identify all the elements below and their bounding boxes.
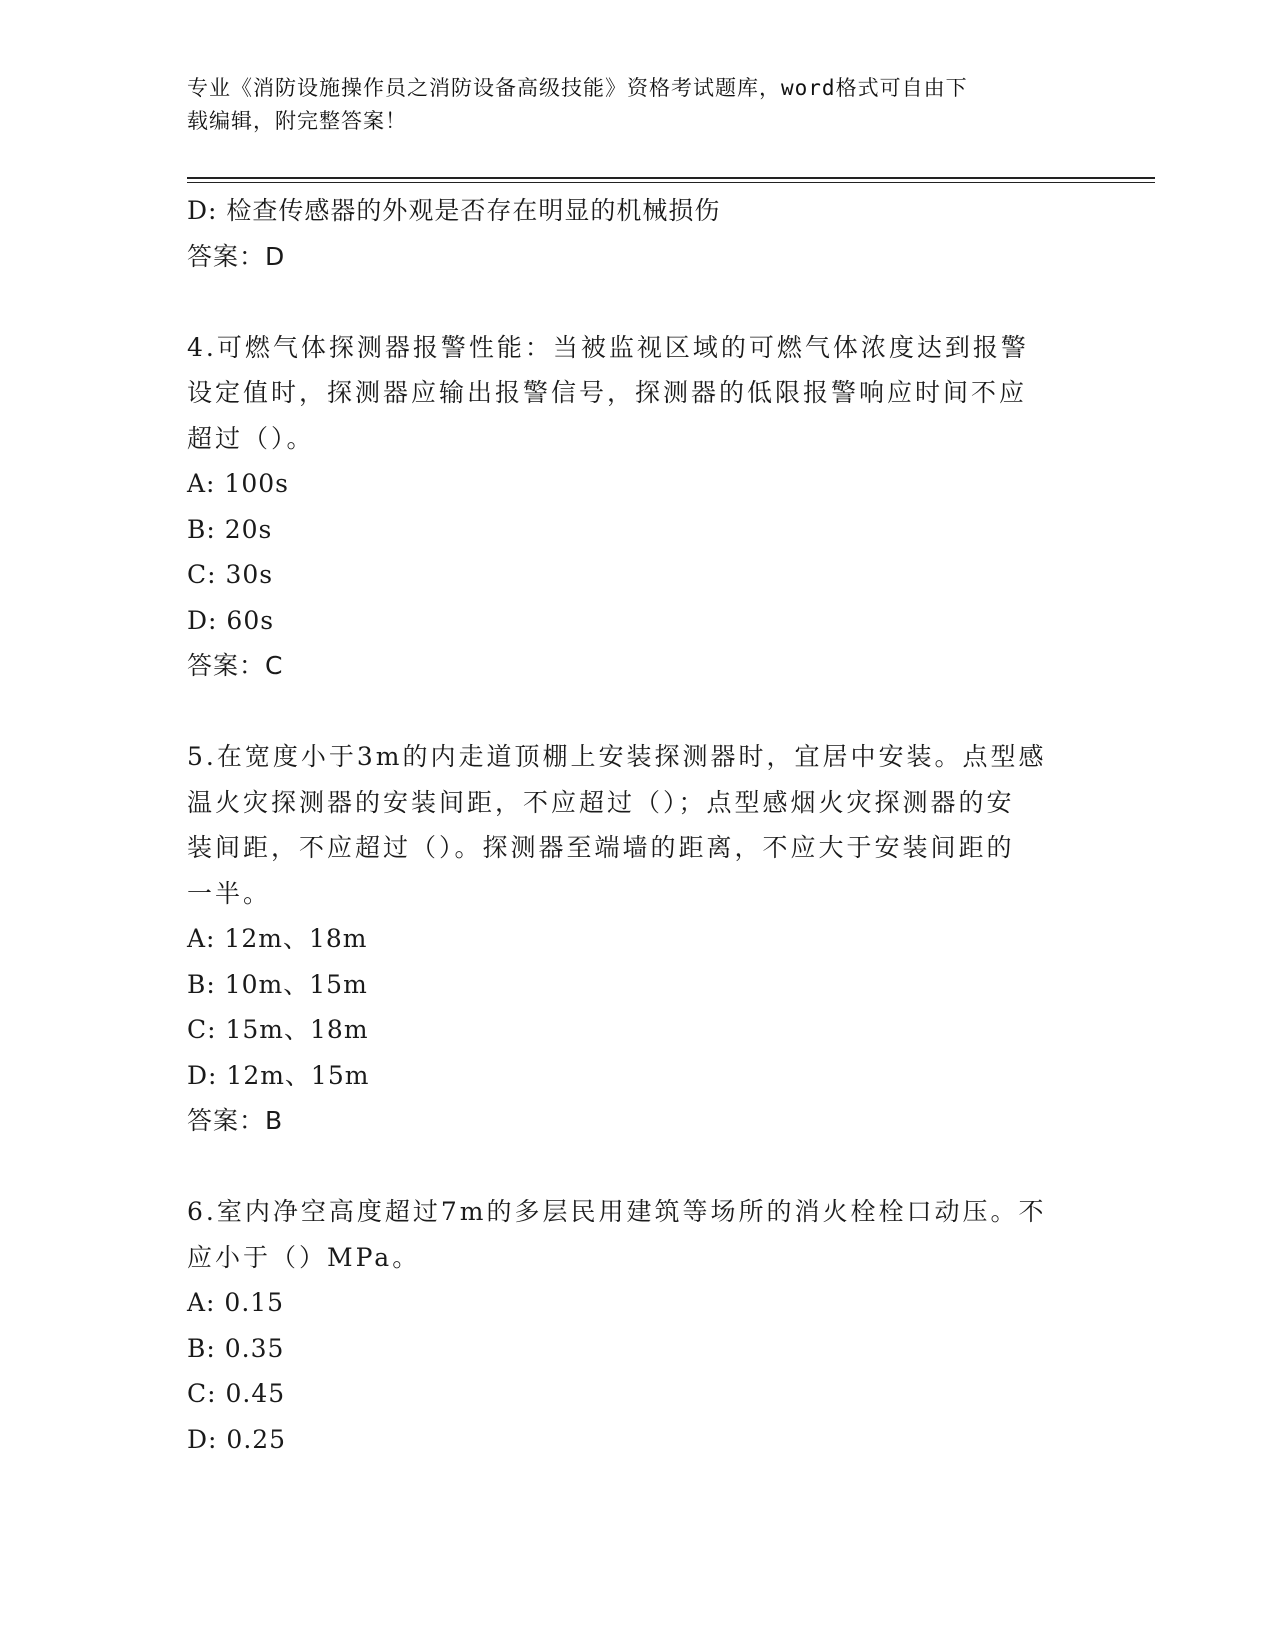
option-a: A: 100s bbox=[187, 469, 289, 498]
header-line-1: 专业《消防设施操作员之消防设备高级技能》资格考试题库，word格式可自由下 bbox=[187, 76, 968, 100]
header-line-2: 载编辑，附完整答案！ bbox=[187, 109, 407, 133]
question-text-line: 6.室内净空高度超过7m的多层民用建筑等场所的消火栓栓口动压。不 bbox=[187, 1197, 1047, 1226]
option-c: C: 15m、18m bbox=[187, 1015, 369, 1044]
page-header bbox=[187, 72, 1087, 138]
question-text-line: 温火灾探测器的安装间距，不应超过（）；点型感烟火灾探测器的安 bbox=[187, 787, 1015, 817]
answer: 答案：B bbox=[187, 1106, 284, 1135]
question-5 bbox=[187, 734, 1087, 916]
question-text-line: 5.在宽度小于3m的内走道顶棚上安装探测器时，宜居中安装。点型感 bbox=[187, 742, 1047, 771]
option-c: C: 30s bbox=[187, 560, 274, 589]
question-text-line: 超过（）。 bbox=[187, 423, 315, 453]
question-text-line: 一半。 bbox=[187, 878, 272, 908]
header-rule-thin bbox=[187, 182, 1155, 183]
spacer bbox=[187, 689, 1087, 735]
option-a: A: 12m、18m bbox=[187, 924, 368, 953]
option-b: B: 0.35 bbox=[187, 1333, 285, 1363]
header-rule-thick bbox=[187, 177, 1155, 179]
answer: 答案：D bbox=[187, 241, 286, 271]
question-text-line: 设定值时，探测器应输出报警信号，探测器的低限报警响应时间不应 bbox=[187, 378, 1028, 407]
option-d: D: 0.25 bbox=[187, 1424, 287, 1454]
option-b: B: 10m、15m bbox=[187, 969, 368, 999]
answer: 答案：C bbox=[187, 651, 284, 680]
question-text-line: 装间距，不应超过（）。探测器至端墙的距离，不应大于安装间距的 bbox=[187, 833, 1015, 862]
option-d: D: 检查传感器的外观是否存在明显的机械损伤 bbox=[187, 196, 721, 225]
option-d: D: 12m、15m bbox=[187, 1060, 370, 1090]
option-b: B: 20s bbox=[187, 514, 273, 544]
spacer bbox=[187, 279, 1087, 325]
question-4 bbox=[187, 325, 1087, 462]
question-text-line: 4.可燃气体探测器报警性能：当被监视区域的可燃气体浓度达到报警 bbox=[187, 332, 1029, 362]
spacer bbox=[187, 1144, 1087, 1190]
document-body bbox=[187, 188, 1087, 1462]
question-text-line: 应小于（）MPa。 bbox=[187, 1242, 421, 1272]
option-a: A: 0.15 bbox=[187, 1288, 285, 1317]
option-c: C: 0.45 bbox=[187, 1379, 286, 1408]
question-6 bbox=[187, 1189, 1087, 1280]
option-d: D: 60s bbox=[187, 605, 275, 635]
